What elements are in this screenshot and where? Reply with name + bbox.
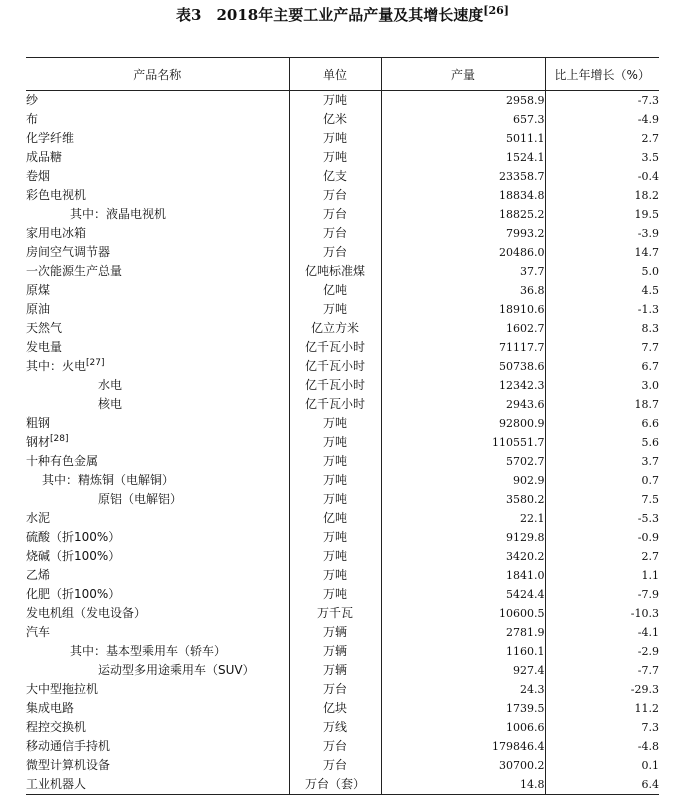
table-row (26, 756, 659, 775)
growth-cell: 2.7 (545, 129, 659, 148)
product-name: 房间空气调节器 (26, 245, 111, 259)
product-name: 硫酸（折100%） (26, 530, 121, 544)
unit-cell: 万吨 (289, 471, 381, 490)
output-cell: 5702.7 (381, 452, 545, 471)
growth-cell: -0.9 (545, 528, 659, 547)
growth-cell: 2.7 (545, 547, 659, 566)
growth-cell: -3.9 (545, 224, 659, 243)
unit-cell: 万台 (289, 680, 381, 699)
output-cell: 2958.9 (381, 91, 545, 111)
product-name: 核电 (98, 397, 123, 411)
growth-cell: -4.8 (545, 737, 659, 756)
unit-cell: 万台（套） (289, 775, 381, 795)
unit-cell: 亿立方米 (289, 319, 381, 338)
product-name-cell (26, 699, 289, 718)
product-name-cell (26, 338, 289, 357)
output-cell: 12342.3 (381, 376, 545, 395)
product-name-cell (26, 585, 289, 604)
product-name: 集成电路 (26, 701, 75, 715)
table-title-text: 表3 2018年主要工业产品产量及其增长速度 (176, 6, 484, 24)
table-row (26, 148, 659, 167)
table-row (26, 509, 659, 528)
unit-cell: 万吨 (289, 148, 381, 167)
output-cell: 9129.8 (381, 528, 545, 547)
growth-cell: 8.3 (545, 319, 659, 338)
product-name-cell (26, 623, 289, 642)
product-name: 化学纤维 (26, 131, 75, 145)
product-name: 其中：液晶电视机 (70, 207, 167, 221)
product-name-cell (26, 490, 289, 509)
output-cell: 92800.9 (381, 414, 545, 433)
product-name: 发电量 (26, 340, 63, 354)
table-row (26, 604, 659, 623)
product-name-cell (26, 167, 289, 186)
product-name-cell (26, 357, 289, 376)
growth-cell: 0.1 (545, 756, 659, 775)
unit-cell: 亿千瓦小时 (289, 395, 381, 414)
output-cell: 1006.6 (381, 718, 545, 737)
table-row (26, 452, 659, 471)
product-name-cell (26, 281, 289, 300)
header-output: 产量 (381, 58, 545, 91)
table-row (26, 110, 659, 129)
growth-cell: -4.9 (545, 110, 659, 129)
unit-cell: 亿块 (289, 699, 381, 718)
growth-cell: 18.7 (545, 395, 659, 414)
growth-cell: -4.1 (545, 623, 659, 642)
product-name: 卷烟 (26, 169, 51, 183)
product-name-cell (26, 395, 289, 414)
table-row (26, 547, 659, 566)
output-cell: 1602.7 (381, 319, 545, 338)
product-name: 发电机组（发电设备） (26, 606, 147, 620)
unit-cell: 万吨 (289, 490, 381, 509)
product-name-cell (26, 756, 289, 775)
growth-cell: 7.5 (545, 490, 659, 509)
growth-cell: 19.5 (545, 205, 659, 224)
product-name-cell (26, 148, 289, 167)
unit-cell: 万台 (289, 243, 381, 262)
product-name-cell (26, 642, 289, 661)
output-cell: 18910.6 (381, 300, 545, 319)
unit-cell: 亿米 (289, 110, 381, 129)
output-cell: 1160.1 (381, 642, 545, 661)
product-name-cell (26, 205, 289, 224)
growth-cell: 1.1 (545, 566, 659, 585)
product-name: 原铝（电解铝） (98, 492, 183, 506)
table-row (26, 585, 659, 604)
product-name: 天然气 (26, 321, 63, 335)
unit-cell: 万吨 (289, 585, 381, 604)
growth-cell: 3.0 (545, 376, 659, 395)
unit-cell: 万吨 (289, 129, 381, 148)
product-name: 微型计算机设备 (26, 758, 111, 772)
output-cell: 14.8 (381, 775, 545, 795)
output-cell: 71117.7 (381, 338, 545, 357)
product-name-cell (26, 433, 289, 452)
unit-cell: 万台 (289, 737, 381, 756)
table-row (26, 490, 659, 509)
product-name: 大中型拖拉机 (26, 682, 99, 696)
product-name-cell (26, 414, 289, 433)
header-row (26, 58, 659, 91)
product-name: 运动型多用途乘用车（SUV） (98, 663, 255, 677)
header-unit: 单位 (289, 58, 381, 91)
product-name: 十种有色金属 (26, 454, 99, 468)
output-cell: 5424.4 (381, 585, 545, 604)
product-name: 纱 (26, 93, 39, 107)
output-cell: 1841.0 (381, 566, 545, 585)
unit-cell: 万吨 (289, 91, 381, 111)
unit-cell: 亿吨 (289, 509, 381, 528)
product-name-cell (26, 452, 289, 471)
table-row (26, 528, 659, 547)
product-name-cell (26, 509, 289, 528)
product-name: 汽车 (26, 625, 51, 639)
product-name-cell (26, 186, 289, 205)
product-name-cell (26, 604, 289, 623)
output-cell: 23358.7 (381, 167, 545, 186)
growth-cell: 7.7 (545, 338, 659, 357)
growth-cell: 6.6 (545, 414, 659, 433)
product-name: 钢材 (26, 435, 51, 449)
unit-cell: 万辆 (289, 661, 381, 680)
output-cell: 3420.2 (381, 547, 545, 566)
product-name-cell (26, 661, 289, 680)
table-row (26, 167, 659, 186)
header-growth: 比上年增长（%） (545, 58, 659, 91)
table-row (26, 471, 659, 490)
product-name: 工业机器人 (26, 777, 87, 791)
product-name: 家用电冰箱 (26, 226, 87, 240)
growth-cell: 6.7 (545, 357, 659, 376)
table-row (26, 642, 659, 661)
product-name: 乙烯 (26, 568, 51, 582)
output-cell: 10600.5 (381, 604, 545, 623)
product-name: 移动通信手持机 (26, 739, 111, 753)
unit-cell: 万吨 (289, 414, 381, 433)
table-row (26, 775, 659, 795)
output-cell: 3580.2 (381, 490, 545, 509)
table-body (26, 91, 659, 795)
product-name-cell (26, 737, 289, 756)
table-row (26, 737, 659, 756)
unit-cell: 万台 (289, 756, 381, 775)
table-row (26, 699, 659, 718)
growth-cell: 5.0 (545, 262, 659, 281)
product-name-cell (26, 224, 289, 243)
product-name: 化肥（折100%） (26, 587, 121, 601)
growth-cell: 0.7 (545, 471, 659, 490)
product-name-cell (26, 110, 289, 129)
unit-cell: 万吨 (289, 547, 381, 566)
unit-cell: 亿千瓦小时 (289, 338, 381, 357)
product-name: 其中：基本型乘用车（轿车） (70, 644, 227, 658)
unit-cell: 万辆 (289, 623, 381, 642)
output-cell: 927.4 (381, 661, 545, 680)
growth-cell: -7.9 (545, 585, 659, 604)
product-name-cell (26, 566, 289, 585)
product-name-cell (26, 319, 289, 338)
product-name: 布 (26, 112, 39, 126)
table-row (26, 300, 659, 319)
product-name-cell (26, 262, 289, 281)
header-product-name: 产品名称 (26, 58, 289, 91)
growth-cell: 4.5 (545, 281, 659, 300)
product-name: 烧碱（折100%） (26, 549, 121, 563)
growth-cell: -1.3 (545, 300, 659, 319)
product-name-cell (26, 471, 289, 490)
output-cell: 30700.2 (381, 756, 545, 775)
product-name-cell (26, 243, 289, 262)
growth-cell: 14.7 (545, 243, 659, 262)
unit-cell: 万吨 (289, 528, 381, 547)
output-cell: 657.3 (381, 110, 545, 129)
growth-cell: 6.4 (545, 775, 659, 795)
table-row (26, 129, 659, 148)
unit-cell: 亿支 (289, 167, 381, 186)
output-cell: 18825.2 (381, 205, 545, 224)
output-cell: 1524.1 (381, 148, 545, 167)
table-row (26, 281, 659, 300)
product-name: 粗钢 (26, 416, 51, 430)
output-cell: 110551.7 (381, 433, 545, 452)
growth-cell: 3.5 (545, 148, 659, 167)
output-cell: 24.3 (381, 680, 545, 699)
production-table (26, 57, 659, 795)
growth-cell: 7.3 (545, 718, 659, 737)
growth-cell: 18.2 (545, 186, 659, 205)
growth-cell: -7.7 (545, 661, 659, 680)
table-row (26, 395, 659, 414)
unit-cell: 亿千瓦小时 (289, 357, 381, 376)
output-cell: 902.9 (381, 471, 545, 490)
output-cell: 1739.5 (381, 699, 545, 718)
product-name: 彩色电视机 (26, 188, 87, 202)
table-row (26, 357, 659, 376)
growth-cell: 5.6 (545, 433, 659, 452)
footnote-ref: [27] (86, 358, 105, 368)
unit-cell: 万吨 (289, 433, 381, 452)
unit-cell: 万千瓦 (289, 604, 381, 623)
table-row (26, 243, 659, 262)
table-row (26, 338, 659, 357)
growth-cell: -5.3 (545, 509, 659, 528)
product-name-cell (26, 376, 289, 395)
product-name-cell (26, 300, 289, 319)
product-name-cell (26, 775, 289, 795)
growth-cell: -7.3 (545, 91, 659, 111)
unit-cell: 万台 (289, 205, 381, 224)
growth-cell: 11.2 (545, 699, 659, 718)
unit-cell: 万吨 (289, 566, 381, 585)
product-name: 原煤 (26, 283, 51, 297)
unit-cell: 亿千瓦小时 (289, 376, 381, 395)
unit-cell: 万台 (289, 186, 381, 205)
table-row (26, 680, 659, 699)
product-name-cell (26, 129, 289, 148)
product-name-cell (26, 528, 289, 547)
growth-cell: -10.3 (545, 604, 659, 623)
product-name-cell (26, 91, 289, 111)
unit-cell: 万线 (289, 718, 381, 737)
unit-cell: 万吨 (289, 300, 381, 319)
table-title (0, 0, 685, 30)
output-cell: 5011.1 (381, 129, 545, 148)
output-cell: 2943.6 (381, 395, 545, 414)
table-row (26, 566, 659, 585)
product-name-cell (26, 680, 289, 699)
table-row (26, 224, 659, 243)
table-row (26, 205, 659, 224)
output-cell: 37.7 (381, 262, 545, 281)
footnote-ref: [28] (50, 434, 69, 444)
product-name: 成品糖 (26, 150, 63, 164)
output-cell: 2781.9 (381, 623, 545, 642)
unit-cell: 万辆 (289, 642, 381, 661)
unit-cell: 亿吨标准煤 (289, 262, 381, 281)
table-row (26, 319, 659, 338)
product-name: 原油 (26, 302, 51, 316)
growth-cell: -2.9 (545, 642, 659, 661)
product-name: 水电 (98, 378, 123, 392)
table-row (26, 262, 659, 281)
output-cell: 50738.6 (381, 357, 545, 376)
table-row (26, 376, 659, 395)
product-name: 其中：火电 (26, 359, 87, 373)
unit-cell: 万吨 (289, 452, 381, 471)
output-cell: 179846.4 (381, 737, 545, 756)
product-name: 水泥 (26, 511, 51, 525)
table-row (26, 414, 659, 433)
growth-cell: -29.3 (545, 680, 659, 699)
product-name: 程控交换机 (26, 720, 87, 734)
output-cell: 7993.2 (381, 224, 545, 243)
growth-cell: 3.7 (545, 452, 659, 471)
product-name-cell (26, 718, 289, 737)
output-cell: 18834.8 (381, 186, 545, 205)
unit-cell: 万台 (289, 224, 381, 243)
growth-cell: -0.4 (545, 167, 659, 186)
table-title-note: [26] (483, 4, 509, 17)
product-name-cell (26, 547, 289, 566)
table-row (26, 91, 659, 111)
unit-cell: 亿吨 (289, 281, 381, 300)
table-row (26, 661, 659, 680)
table-row (26, 623, 659, 642)
table-row (26, 433, 659, 452)
product-name: 其中：精炼铜（电解铜） (42, 473, 175, 487)
output-cell: 36.8 (381, 281, 545, 300)
table-row (26, 186, 659, 205)
output-cell: 20486.0 (381, 243, 545, 262)
product-name: 一次能源生产总量 (26, 264, 123, 278)
table-row (26, 718, 659, 737)
output-cell: 22.1 (381, 509, 545, 528)
